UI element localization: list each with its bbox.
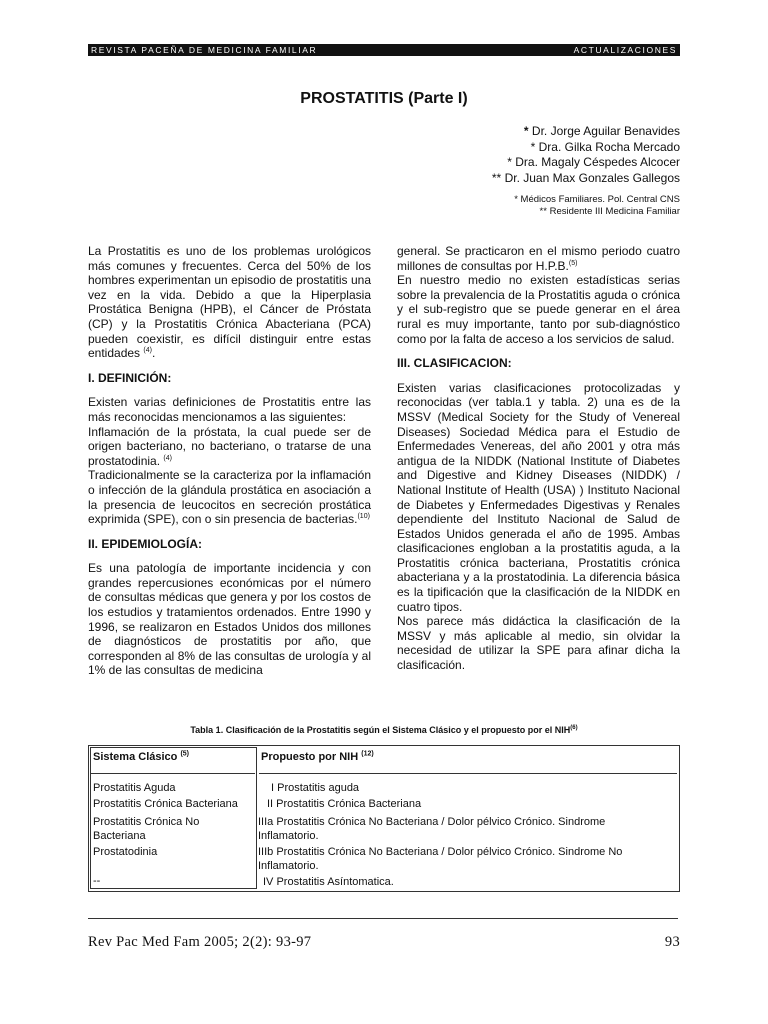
paragraph: Inflamación de la próstata, la cual puede ser de origen bacteriano, no bacteriano, o tratarse de una prostatodinia. $^{(4)}$ (88, 424, 371, 468)
author-line: * Dra. Gilka Rocha Mercado (530, 139, 680, 154)
header-rule (91, 773, 255, 774)
paragraph: Tradicionalmente se la caracteriza por la inflamación o infección de la glándula prostática en asociación a la presencia de leucocitos en secreción prostática exprimida (SPE), con o sin presencia de bacterias.$^{(10)}$ (88, 468, 371, 527)
journal-name: REVISTA PACEÑA DE MEDICINA FAMILIAR (91, 45, 318, 55)
paragraph: general. Se practicaron en el mismo periodo cuatro millones de consultas por H.P.B.$^{(5)}$ (397, 244, 680, 273)
affiliation-line: ** Residente III Medicina Familiar (539, 205, 680, 217)
section-heading: III. CLASIFICACION: (397, 356, 512, 371)
citation-ref: (6) (570, 725, 578, 731)
table-cell-nih: II Prostatitis Crónica Bacteriana (267, 798, 422, 810)
page-footer (88, 934, 680, 951)
table-cell-nih: IV Prostatitis Asíntomatica. (263, 876, 394, 888)
table-cell-classic: Prostatodinia (93, 846, 158, 858)
paragraph: Existen varias clasificaciones protocolizadas y reconocidas (ver tabla.1 y tabla. 2) una es de la MSSV (Medical Society for the Study of Venereal Diseases) Sociedad Médica para el Estudio de Enfermedades Venereas, del año 2001 y otra más antigua de la NIDDK (National Institute of Diabetes and Digestive and Kidney Diseases (NIDDK) / National Institute of Health (USA) ) Instituto Nacional de Diabetes y Enfermedades Digestivas y Renales dependiente del Instituto Nacional de Salud de Estados Unidos generada el año de 1995. Ambas clasificaciones engloban a la prostatitis aguda, a la Prostatitis crónica bacteriana, Prostatitis crónica abacteriana y a la prostatodinia. La diferencia básica es la tipificación que la clasificación de la NIDDK en cuatro tipos. (397, 380, 680, 614)
column-header-nih: Propuesto por NIH $^{(12)}$ (261, 750, 374, 763)
intro-paragraph: La Prostatitis es uno de los problemas urológicos más comunes y frecuentes. Cerca del 50% de los hombres experimentan un episodio de prostatitis una vez en la vida. Debido a que la Hiperplasia Prostática Benigna (HPB), el Cáncer de Próstata (CP) y la Prostatitis Crónica Abacteriana (PCA) pueden coexistir, es difícil distinguir entre estas entidades $^{(4)}$. (88, 244, 371, 361)
left-column (88, 244, 371, 678)
journal-header-bar (88, 44, 680, 56)
paragraph: En nuestro medio no existen estadísticas serias sobre la prevalencia de la Prostatitis aguda o crónica y el sub-registro que se puede generar en el área rural es muy importante, tanto por sub-diagnóstico como por la falta de acceso a los servicios de salud. (397, 273, 680, 346)
affiliation-line: * Médicos Familiares. Pol. Central CNS (514, 194, 680, 205)
table-cell-classic: Prostatitis Aguda (93, 782, 176, 794)
classification-table (88, 745, 680, 892)
page-number: 93 (664, 934, 680, 950)
paragraph: Existen varias definiciones de Prostatitis entre las más reconocidas mencionamos a las siguientes: (88, 395, 371, 424)
section-heading: II. EPIDEMIOLOGÍA: (88, 536, 203, 551)
footer-rule (88, 918, 678, 919)
paragraph: Nos parece más didáctica la clasificación de la MSSV y más aplicable al medio, sin olvidar la necesidad de utilizar la SPE para afinar dicha la clasificación. (397, 614, 680, 673)
table-cell-classic: -- (93, 875, 101, 887)
affiliations (514, 194, 680, 217)
right-column (397, 244, 680, 673)
table-cell-nih: IIIa Prostatitis Crónica No Bacteriana / Dolor pélvico Crónico. Sindrome Inflamatorio. (258, 816, 606, 842)
journal-citation: Rev Pac Med Fam 2005; 2(2): 93-97 (88, 934, 312, 950)
table-cell-nih: IIIb Prostatitis Crónica No Bacteriana / Dolor pélvico Crónico. Sindrome No Inflamatorio. (258, 846, 623, 872)
citation-ref: (4) (143, 347, 152, 355)
table-cell-nih: I Prostatitis aguda (271, 782, 360, 794)
author-line: * Dr. Jorge Aguilar Benavides (523, 124, 680, 138)
table-caption: Tabla 1. Clasificación de la Prostatitis según el Sistema Clásico y el propuesto por el NIH$^{(6)}$ (190, 725, 578, 735)
citation-ref: (10) (357, 513, 370, 521)
table-cell-classic: Prostatitis Crónica No Bacteriana (93, 816, 200, 842)
citation-ref: (5) (568, 259, 578, 267)
column-header-classic: Sistema Clásico $^{(5)}$ (93, 750, 189, 763)
section-heading: I. DEFINICIÓN: (88, 370, 172, 385)
paragraph: Es una patología de importante incidencia y con grandes repercusiones económicas por el número de consultas médicas que genera y por los costos de los estudios y tratamientos ordenados. Entre 1990 y 1996, se realizaron en Estados Unidos dos millones de diagnósticos de prostatitis por año, que corresponden al 8% de las consultas de urología y al 1% de las consultas de medicina (88, 561, 371, 678)
citation-ref: (4) (163, 454, 172, 462)
header-rule (259, 773, 677, 774)
article-title: PROSTATITIS (Parte I) (300, 90, 468, 107)
author-list (492, 124, 680, 186)
author-line: ** Dr. Juan Max Gonzales Gallegos (491, 170, 680, 185)
table-cell-classic: Prostatitis Crónica Bacteriana (93, 798, 238, 810)
section-name: ACTUALIZACIONES (573, 45, 677, 55)
author-line: * Dra. Magaly Céspedes Alcocer (507, 155, 680, 169)
